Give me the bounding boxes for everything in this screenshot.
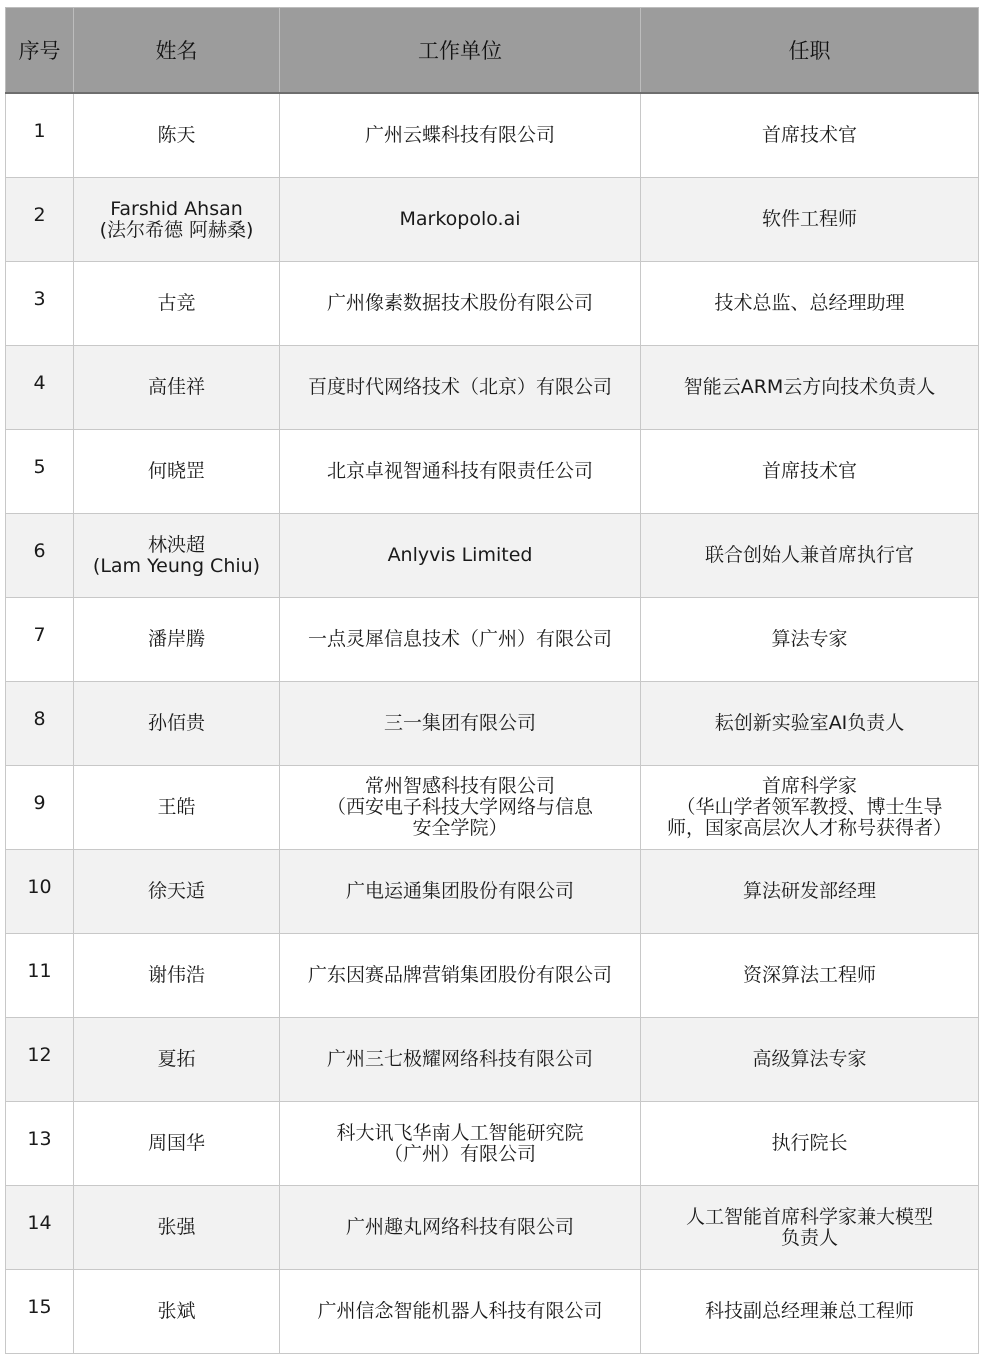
table-row — [6, 1186, 979, 1270]
organization: 北京卓视智通科技有限责任公司 — [280, 430, 641, 514]
organization: 广州信念智能机器人科技有限公司 — [280, 1270, 641, 1354]
table-row — [6, 850, 979, 934]
position: 人工智能首席科学家兼大模型 负责人 — [641, 1186, 979, 1270]
position: 智能云ARM云方向技术负责人 — [641, 346, 979, 430]
table-row — [6, 93, 979, 178]
row-number-cell — [6, 766, 74, 850]
row-number-cell — [6, 93, 74, 178]
table-row — [6, 1270, 979, 1354]
person-name: Farshid Ahsan (法尔希德 阿赫桑) — [74, 178, 280, 262]
person-name: 古竞 — [74, 262, 280, 346]
row-number-cell — [6, 1186, 74, 1270]
header-position: 任职 — [641, 8, 979, 94]
position: 首席科学家 （华山学者领军教授、博士生导 师，国家高层次人才称号获得者） — [641, 766, 979, 850]
organization: 广州云蝶科技有限公司 — [280, 93, 641, 178]
table-row — [6, 1102, 979, 1186]
position: 算法专家 — [641, 598, 979, 682]
row-number: 11 — [27, 960, 52, 982]
organization: 广东因赛品牌营销集团股份有限公司 — [280, 934, 641, 1018]
person-name: 孙佰贵 — [74, 682, 280, 766]
header-organization: 工作单位 — [280, 8, 641, 94]
row-number: 10 — [27, 876, 52, 898]
row-number: 4 — [33, 372, 46, 394]
person-name: 周国华 — [74, 1102, 280, 1186]
position: 算法研发部经理 — [641, 850, 979, 934]
row-number: 7 — [33, 624, 46, 646]
row-number-cell — [6, 430, 74, 514]
table-row — [6, 766, 979, 850]
organization: Anlyvis Limited — [280, 514, 641, 598]
organization: 百度时代网络技术（北京）有限公司 — [280, 346, 641, 430]
table-row — [6, 934, 979, 1018]
expert-table — [5, 7, 979, 1354]
row-number: 1 — [33, 120, 46, 142]
table-row — [6, 430, 979, 514]
row-number: 15 — [27, 1296, 52, 1318]
person-name: 张斌 — [74, 1270, 280, 1354]
table-row — [6, 1018, 979, 1102]
position: 高级算法专家 — [641, 1018, 979, 1102]
organization: Markopolo.ai — [280, 178, 641, 262]
organization: 广州像素数据技术股份有限公司 — [280, 262, 641, 346]
table-header-row — [6, 8, 979, 94]
expert-table-container — [5, 7, 978, 1354]
row-number: 12 — [27, 1044, 52, 1066]
row-number: 5 — [33, 456, 46, 478]
person-name: 张强 — [74, 1186, 280, 1270]
row-number-cell — [6, 682, 74, 766]
row-number: 13 — [27, 1128, 52, 1150]
row-number-cell — [6, 346, 74, 430]
organization: 广州趣丸网络科技有限公司 — [280, 1186, 641, 1270]
row-number-cell — [6, 598, 74, 682]
row-number-cell — [6, 262, 74, 346]
table-row — [6, 682, 979, 766]
person-name: 高佳祥 — [74, 346, 280, 430]
row-number-cell — [6, 514, 74, 598]
organization: 广州三七极耀网络科技有限公司 — [280, 1018, 641, 1102]
person-name: 王皓 — [74, 766, 280, 850]
organization: 一点灵犀信息技术（广州）有限公司 — [280, 598, 641, 682]
position: 资深算法工程师 — [641, 934, 979, 1018]
header-serial-number: 序号 — [6, 8, 74, 94]
row-number-cell — [6, 1102, 74, 1186]
table-row — [6, 178, 979, 262]
position: 软件工程师 — [641, 178, 979, 262]
row-number-cell — [6, 850, 74, 934]
row-number-cell — [6, 1018, 74, 1102]
person-name: 谢伟浩 — [74, 934, 280, 1018]
position: 科技副总经理兼总工程师 — [641, 1270, 979, 1354]
person-name: 潘岸腾 — [74, 598, 280, 682]
table-row — [6, 262, 979, 346]
row-number-cell — [6, 1270, 74, 1354]
organization: 三一集团有限公司 — [280, 682, 641, 766]
row-number: 8 — [33, 708, 46, 730]
person-name: 夏拓 — [74, 1018, 280, 1102]
position: 首席技术官 — [641, 430, 979, 514]
position: 技术总监、总经理助理 — [641, 262, 979, 346]
person-name: 陈天 — [74, 93, 280, 178]
row-number: 2 — [33, 204, 46, 226]
table-row — [6, 514, 979, 598]
organization: 科大讯飞华南人工智能研究院 （广州）有限公司 — [280, 1102, 641, 1186]
header-name: 姓名 — [74, 8, 280, 94]
row-number: 3 — [33, 288, 46, 310]
position: 执行院长 — [641, 1102, 979, 1186]
row-number: 14 — [27, 1212, 52, 1234]
position: 耘创新实验室AI负责人 — [641, 682, 979, 766]
person-name: 徐天适 — [74, 850, 280, 934]
row-number-cell — [6, 178, 74, 262]
row-number: 9 — [33, 792, 46, 814]
table-row — [6, 346, 979, 430]
row-number-cell — [6, 934, 74, 1018]
row-number: 6 — [33, 540, 46, 562]
organization: 广电运通集团股份有限公司 — [280, 850, 641, 934]
organization: 常州智感科技有限公司 （西安电子科技大学网络与信息 安全学院） — [280, 766, 641, 850]
position: 首席技术官 — [641, 93, 979, 178]
person-name: 林泱超 (Lam Yeung Chiu) — [74, 514, 280, 598]
table-row — [6, 598, 979, 682]
position: 联合创始人兼首席执行官 — [641, 514, 979, 598]
person-name: 何晓罡 — [74, 430, 280, 514]
